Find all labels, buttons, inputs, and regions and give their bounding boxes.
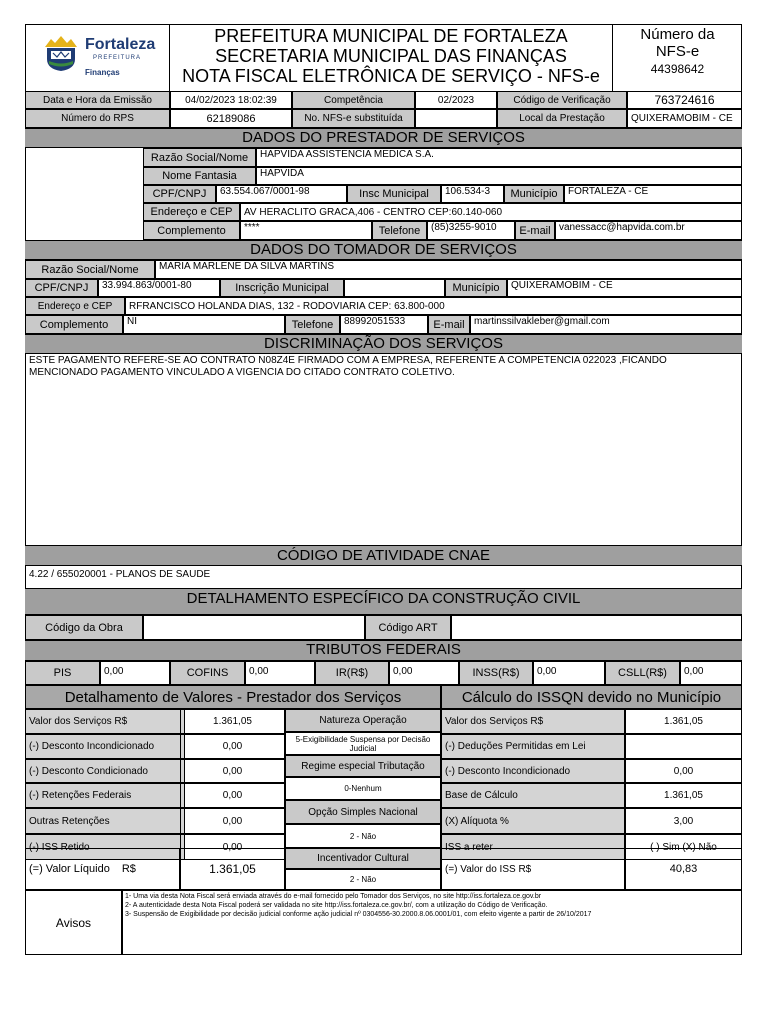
- cnae-section-title: CÓDIGO DE ATIVIDADE CNAE: [25, 545, 742, 566]
- discriminacao-section-title: DISCRIMINAÇÃO DOS SERVIÇOS: [25, 334, 742, 354]
- city-emblem-icon: [41, 33, 81, 73]
- valores-row-value: 0,00: [180, 834, 285, 860]
- art-label: Código ART: [365, 615, 451, 640]
- tomador-endereco-label: Endereço e CEP: [25, 297, 125, 315]
- substituida-label: No. NFS-e substituída: [292, 109, 415, 128]
- issqn-row-label: (-) Deduções Permitidas em Lei: [441, 734, 625, 759]
- issqn-values: [625, 709, 742, 860]
- obra-label: Código da Obra: [25, 615, 143, 640]
- rps-value: 62189086: [170, 109, 292, 128]
- title-line-3: NOTA FISCAL ELETRÔNICA DE SERVIÇO - NFS-e: [182, 66, 600, 86]
- emissao-label: Data e Hora da Emissão: [25, 91, 170, 109]
- tomador-cpf-label: CPF/CNPJ: [25, 279, 98, 297]
- issqn-row-label: Base de Cálculo: [441, 783, 625, 808]
- aviso-line: 3- Suspensão de Exigibilidade por decisão judicial conforme ação judicial nº 0304556-30.2000.8.06.0001/01, com efeito vigente a partir de 26/10/2017: [125, 911, 592, 918]
- issqn-row-value: ( ) Sim (X) Não: [625, 834, 742, 860]
- valores-row-label: Outras Retenções: [25, 808, 185, 834]
- issqn-table: [441, 709, 625, 860]
- rps-label: Número do RPS: [25, 109, 170, 128]
- prestador-telefone-label: Telefone: [372, 221, 427, 240]
- inss-label: INSS(R$): [459, 661, 533, 685]
- liquido-currency: R$: [121, 863, 136, 875]
- prestador-insc-value: 106.534-3: [441, 185, 504, 203]
- iss-value-label: (=) Valor do ISS R$: [441, 848, 625, 890]
- local-value: QUIXERAMOBIM - CE: [627, 109, 742, 128]
- ir-label: IR(R$): [315, 661, 389, 685]
- nfse-number-box: [612, 24, 742, 91]
- tomador-cpf-value: 33.994.863/0001-80: [98, 279, 220, 297]
- logo-area: [25, 24, 170, 91]
- art-value: [451, 615, 742, 640]
- tomador-telefone-label: Telefone: [285, 315, 340, 334]
- issqn-row-label: (X) Alíquota %: [441, 808, 625, 834]
- competencia-value: 02/2023: [415, 91, 497, 109]
- iss-value: 40,83: [625, 848, 742, 890]
- pis-value: 0,00: [100, 661, 170, 685]
- discriminacao-text: ESTE PAGAMENTO REFERE-SE AO CONTRATO N08Z4E FIRMADO COM A EMPRESA, REFERENTE A COMPETENCIA 022023 ,FICANDO MENCIONADO PAGAMENTO VINCULADO A VIGENCIA DO CITADO CONTRATO COLETIVO.: [29, 355, 667, 378]
- valores-row-value: 0,00: [180, 734, 285, 759]
- issqn-row-value: 1.361,05: [625, 783, 742, 808]
- natureza-value: 5-Exigibilidade Suspensa por Decisão Judicial: [285, 732, 441, 755]
- csll-value: 0,00: [680, 661, 742, 685]
- prestador-cpf-value: 63.554.067/0001-98: [216, 185, 347, 203]
- valores-row-value: 0,00: [180, 759, 285, 783]
- regime-value: 0-Nenhum: [285, 777, 441, 800]
- valores-row-value: 0,00: [180, 783, 285, 808]
- tomador-telefone-value: 88992051533: [340, 315, 428, 334]
- regime-label: Regime especial Tributação: [285, 755, 441, 777]
- tomador-email-label: E-mail: [428, 315, 470, 334]
- valores-row-value: 0,00: [180, 808, 285, 834]
- valores-row-label: Valor dos Serviços R$: [25, 709, 185, 734]
- title-line-2: SECRETARIA MUNICIPAL DAS FINANÇAS: [215, 46, 567, 66]
- prestador-insc-label: Insc Municipal: [347, 185, 441, 203]
- valores-section-title: Detalhamento de Valores - Prestador dos Serviços: [25, 685, 441, 709]
- incentivador-value: 2 - Não: [285, 869, 441, 890]
- tomador-complemento-value: NI: [123, 315, 285, 334]
- incentivador-label: Incentivador Cultural: [285, 848, 441, 869]
- valores-values: [180, 709, 285, 860]
- cofins-label: COFINS: [170, 661, 245, 685]
- competencia-label: Competência: [292, 91, 415, 109]
- issqn-row-label: ISS a reter: [441, 834, 625, 860]
- issqn-row-label: Valor dos Serviços R$: [441, 709, 625, 734]
- tomador-complemento-label: Complemento: [25, 315, 123, 334]
- issqn-row-value: 3,00: [625, 808, 742, 834]
- verificacao-label: Código de Verificação: [497, 91, 627, 109]
- tomador-razao-label: Razão Social/Nome: [25, 260, 155, 279]
- prestador-municipio-value: FORTALEZA - CE: [564, 185, 742, 203]
- tomador-email-value: martinssilvakleber@gmail.com: [470, 315, 742, 334]
- tomador-municipio-value: QUIXERAMOBIM - CE: [507, 279, 742, 297]
- valores-row-label: (-) Desconto Condicionado: [25, 759, 185, 783]
- aviso-line: 1- Uma via desta Nota Fiscal será enviada através do e-mail fornecido pelo Tomador dos Serviços, no site http://iss.fortaleza.ce.gov.br: [125, 893, 542, 900]
- valores-row-value: 1.361,05: [180, 709, 285, 734]
- issqn-row-label: (-) Desconto Incondicionado: [441, 759, 625, 783]
- cofins-value: 0,00: [245, 661, 315, 685]
- simples-value: 2 - Não: [285, 824, 441, 848]
- issqn-row-value: [625, 734, 742, 759]
- nfse-label-2: NFS-e: [655, 43, 700, 60]
- tomador-razao-value: MARIA MARLENE DA SILVA MARTINS: [155, 260, 742, 279]
- nfse-number: 44398642: [650, 62, 705, 76]
- issqn-section-title: Cálculo do ISSQN devido no Município: [441, 685, 742, 709]
- natureza-label: Natureza Operação: [285, 709, 441, 732]
- tomador-endereco-value: RFRANCISCO HOLANDA DIAS, 132 - RODOVIARIA CEP: 63.800-000: [125, 297, 742, 315]
- document-title: [170, 26, 612, 86]
- verificacao-value: 763724616: [627, 91, 742, 109]
- avisos-list: [122, 890, 742, 955]
- substituida-value: [415, 109, 497, 128]
- nfse-label-1: Número da: [640, 26, 715, 43]
- prestador-fantasia-value: HAPVIDA: [256, 167, 742, 185]
- csll-label: CSLL(R$): [605, 661, 680, 685]
- tributos-section-title: TRIBUTOS FEDERAIS: [25, 640, 742, 661]
- tomador-insc-value: [344, 279, 445, 297]
- logo-dept: Finanças: [85, 68, 120, 77]
- prestador-email-label: E-mail: [515, 221, 555, 240]
- prestador-endereco-label: Endereço e CEP: [143, 203, 240, 221]
- simples-label: Opção Simples Nacional: [285, 800, 441, 824]
- prestador-endereco-value: AV HERACLITO GRACA,406 - CENTRO CEP:60.140-060: [240, 203, 742, 221]
- cnae-value: 4.22 / 655020001 - PLANOS DE SAUDE: [29, 569, 211, 580]
- prestador-complemento-label: Complemento: [143, 221, 240, 240]
- prestador-razao-value: HAPVIDA ASSISTENCIA MEDICA S.A.: [256, 148, 742, 167]
- pis-label: PIS: [25, 661, 100, 685]
- aviso-line: 2- A autenticidade desta Nota Fiscal poderá ser validada no site http://iss.fortaleza.ce.gov.br/, com a utilização do Código de Verificação.: [125, 902, 548, 909]
- title-line-1: PREFEITURA MUNICIPAL DE FORTALEZA: [214, 26, 568, 46]
- prestador-fantasia-label: Nome Fantasia: [143, 167, 256, 185]
- liquido-label-cell: [25, 848, 180, 890]
- issqn-row-value: 0,00: [625, 759, 742, 783]
- issqn-row-value: 1.361,05: [625, 709, 742, 734]
- tomador-municipio-label: Município: [445, 279, 507, 297]
- liquido-label: (=) Valor Líquido: [29, 863, 110, 875]
- valores-row-label: (-) Desconto Incondicionado: [25, 734, 185, 759]
- construcao-section-title: DETALHAMENTO ESPECÍFICO DA CONSTRUÇÃO CIVIL: [25, 588, 742, 615]
- emissao-value: 04/02/2023 18:02:39: [170, 91, 292, 109]
- prestador-municipio-label: Município: [504, 185, 564, 203]
- valores-row-label: (-) ISS Retido: [25, 834, 185, 860]
- prestador-cpf-label: CPF/CNPJ: [143, 185, 216, 203]
- tomador-insc-label: Inscrição Municipal: [220, 279, 344, 297]
- prestador-razao-label: Razão Social/Nome: [143, 148, 256, 167]
- prestador-email-value: vanessacc@hapvida.com.br: [555, 221, 742, 240]
- obra-value: [143, 615, 365, 640]
- prestador-complemento-value: ****: [240, 221, 372, 240]
- avisos-label: Avisos: [25, 890, 122, 955]
- liquido-value: 1.361,05: [180, 848, 285, 890]
- logo-city: Fortaleza: [85, 36, 156, 53]
- inss-value: 0,00: [533, 661, 605, 685]
- logo-sub: PREFEITURA: [93, 55, 142, 61]
- ir-value: 0,00: [389, 661, 459, 685]
- tomador-section-title: DADOS DO TOMADOR DE SERVIÇOS: [25, 240, 742, 260]
- local-label: Local da Prestação: [497, 109, 627, 128]
- valores-row-label: (-) Retenções Federais: [25, 783, 185, 808]
- prestador-section-title: DADOS DO PRESTADOR DE SERVIÇOS: [25, 128, 742, 148]
- prestador-telefone-value: (85)3255-9010: [427, 221, 515, 240]
